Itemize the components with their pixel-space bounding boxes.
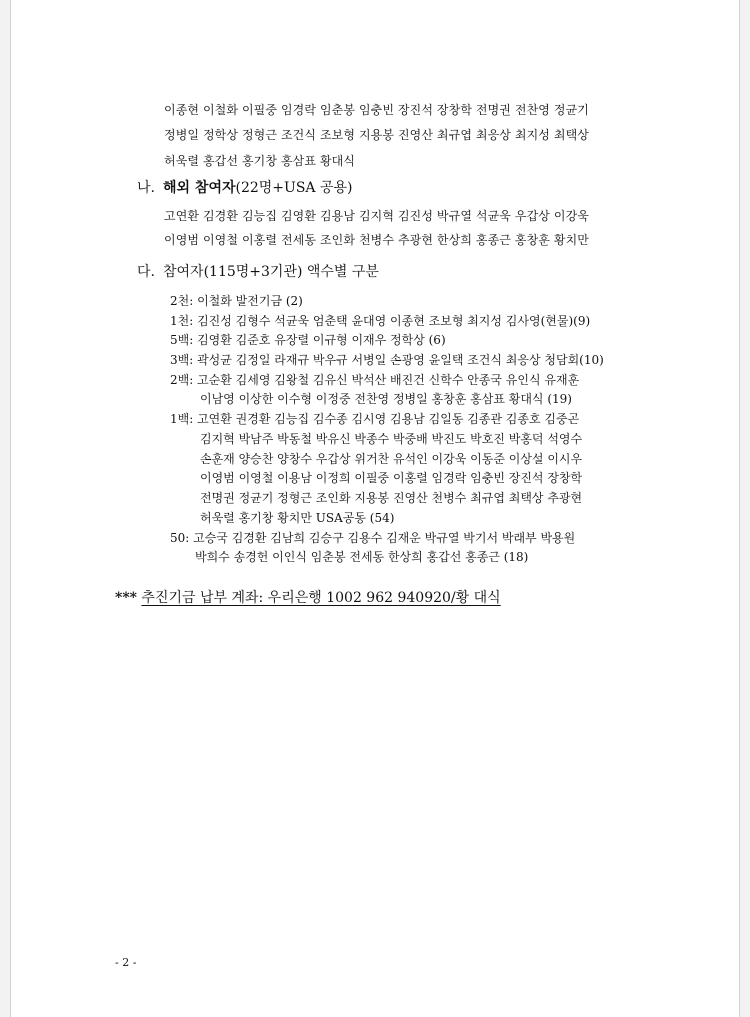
amount-group-line: 1천: 김진성 김형수 석균욱 엄춘택 윤대영 이종현 조보형 최지성 김사영(현물)(9) xyxy=(170,314,591,328)
amount-group-line: 3백: 곽성균 김정일 라재규 박우규 서병일 손광영 윤일택 조건식 최응상 청담회(10) xyxy=(170,353,604,367)
note-stars: *** xyxy=(115,590,137,606)
section-title: 해외 참여자 xyxy=(163,180,236,196)
page-number: - 2 - xyxy=(115,956,137,969)
section-heading-na xyxy=(137,181,353,195)
amount-group-line: 1백: 고연환 권경환 김능집 김수종 김시영 김용남 김일동 김종관 김종호 김중곤 xyxy=(170,412,580,426)
section-note: (22명+USA 공용) xyxy=(235,180,353,196)
section-title: 참여자(115명+3기관) 액수별 구분 xyxy=(163,264,379,280)
amount-group-line: 5백: 김영환 김준호 유장렬 이규형 이재우 정학상 (6) xyxy=(170,333,446,347)
name-list-line: 허욱렬 홍갑선 홍기창 홍삼표 황대식 xyxy=(164,154,356,168)
section-heading-da xyxy=(137,265,379,279)
amount-group-line: 전명권 정균기 정형근 조인화 지용봉 진영산 천병수 최규엽 최택상 추광현 xyxy=(200,491,583,505)
account-note xyxy=(115,591,501,605)
amount-group-line: 2천: 이철화 발전기금 (2) xyxy=(170,294,303,308)
name-list-line: 고연환 김경환 김능집 김영환 김용남 김지혁 김진성 박규열 석균욱 우갑상 이강욱 xyxy=(164,209,589,223)
section-label: 다. xyxy=(137,264,155,280)
name-list-line: 이영범 이영철 이홍렬 전세동 조인화 천병수 추광현 한상희 홍종근 홍창훈 황치만 xyxy=(164,233,589,247)
amount-group-line: 박희수 송경헌 이인식 임춘봉 전세동 한상희 홍갑선 홍종근 (18) xyxy=(195,550,529,564)
account-text: 추진기금 납부 계좌: 우리은행 1002 962 940920/황 대식 xyxy=(141,590,501,606)
name-list-line: 이종현 이철화 이필중 임경락 임춘봉 임충빈 장진석 장창학 전명권 전찬영 정균기 xyxy=(164,103,589,117)
amount-group-line: 2백: 고순환 김세영 김왕철 김유신 박석산 배진건 신학수 안종국 유인식 유재훈 xyxy=(170,373,580,387)
section-label: 나. xyxy=(137,180,155,196)
amount-group-line: 50: 고승국 김경환 김남희 김승구 김용수 김재운 박규열 박기서 박래부 박용원 xyxy=(170,531,576,545)
amount-group-line: 허욱렬 홍기창 황치만 USA공동 (54) xyxy=(200,511,395,525)
amount-group-line: 이영범 이영철 이용남 이정희 이필중 이홍렬 임경락 임충빈 장진석 장창학 xyxy=(200,471,583,485)
name-list-line: 정병일 정학상 정형근 조건식 조보형 지용봉 진영산 최규엽 최응상 최지성 최택상 xyxy=(164,128,589,142)
document-page xyxy=(10,0,740,1017)
amount-group-line: 이남영 이상한 이수형 이정중 전찬영 정병일 홍창훈 홍삼표 황대식 (19) xyxy=(200,392,572,406)
amount-group-line: 김지혁 박남주 박동철 박유신 박종수 박중배 박진도 박호진 박홍덕 석영수 xyxy=(200,432,583,446)
amount-group-line: 손훈재 양승찬 양창수 우갑상 위거찬 유석인 이강욱 이동준 이상설 이시우 xyxy=(200,452,583,466)
